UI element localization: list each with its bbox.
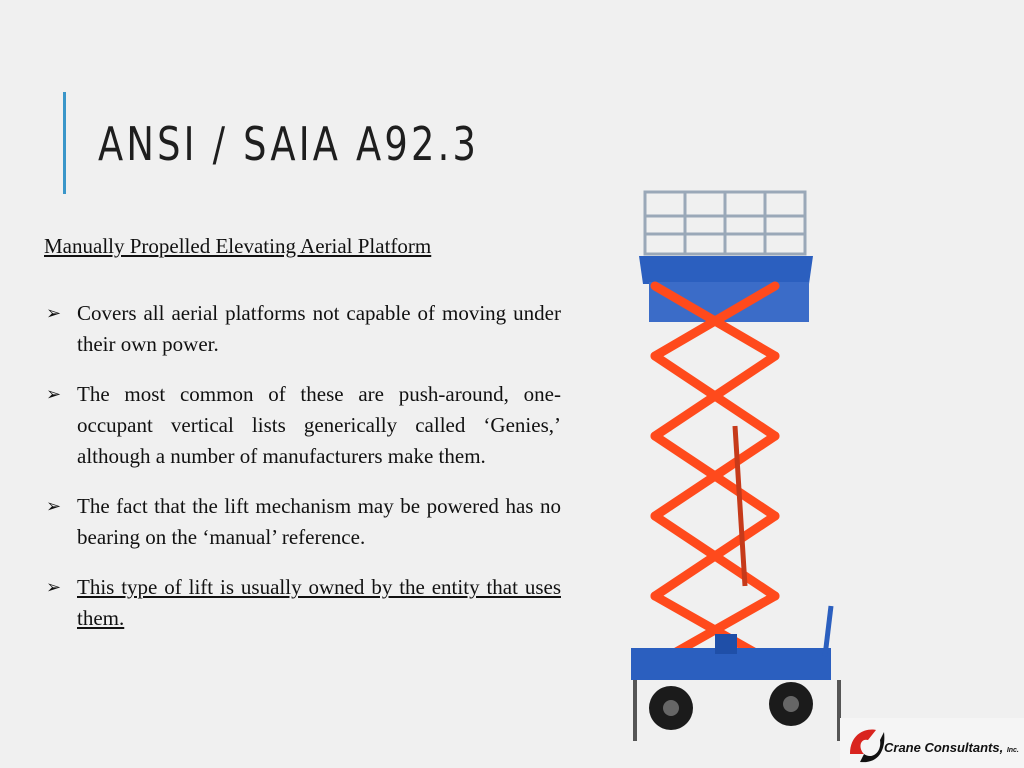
platform-deck (639, 256, 813, 284)
logo-name: Crane Consultants, (884, 740, 1004, 755)
hydraulic-cylinder (735, 426, 745, 586)
motor (715, 634, 737, 654)
bullet-text: Covers all aerial platforms not capable of moving under their own power. (77, 301, 561, 356)
guard-rail (645, 192, 805, 254)
bullet-text: The most common of these are push-around, one-occupant vertical lists generically called ‘Genies,’ although a number of manufacturers make them. (77, 382, 561, 468)
arrow-bullet-icon: ➢ (46, 303, 62, 324)
slide-subtitle: Manually Propelled Elevating Aerial Platform (44, 234, 432, 258)
logo-mark-icon (846, 724, 886, 764)
arrow-bullet-icon: ➢ (46, 577, 62, 598)
logo-wordmark (884, 740, 1019, 755)
title-accent-bar (63, 92, 66, 194)
bullet-item (44, 298, 561, 360)
bullet-text: The fact that the lift mechanism may be powered has no bearing on the ‘manual’ reference. (77, 494, 561, 549)
scissor-arms (655, 286, 775, 664)
arrow-bullet-icon: ➢ (46, 496, 62, 517)
bullet-item (44, 572, 561, 634)
company-logo (840, 718, 1024, 768)
slide-title: ANSI / SAIA A92.3 (98, 117, 480, 171)
scissor-lift-image (615, 186, 865, 746)
arrow-bullet-icon: ➢ (46, 384, 62, 405)
bullet-list (44, 298, 561, 653)
bullet-item (44, 491, 561, 553)
bullet-item (44, 379, 561, 472)
bullet-text: This type of lift is usually owned by the entity that uses them. (77, 575, 561, 630)
logo-suffix: Inc. (1006, 747, 1019, 754)
